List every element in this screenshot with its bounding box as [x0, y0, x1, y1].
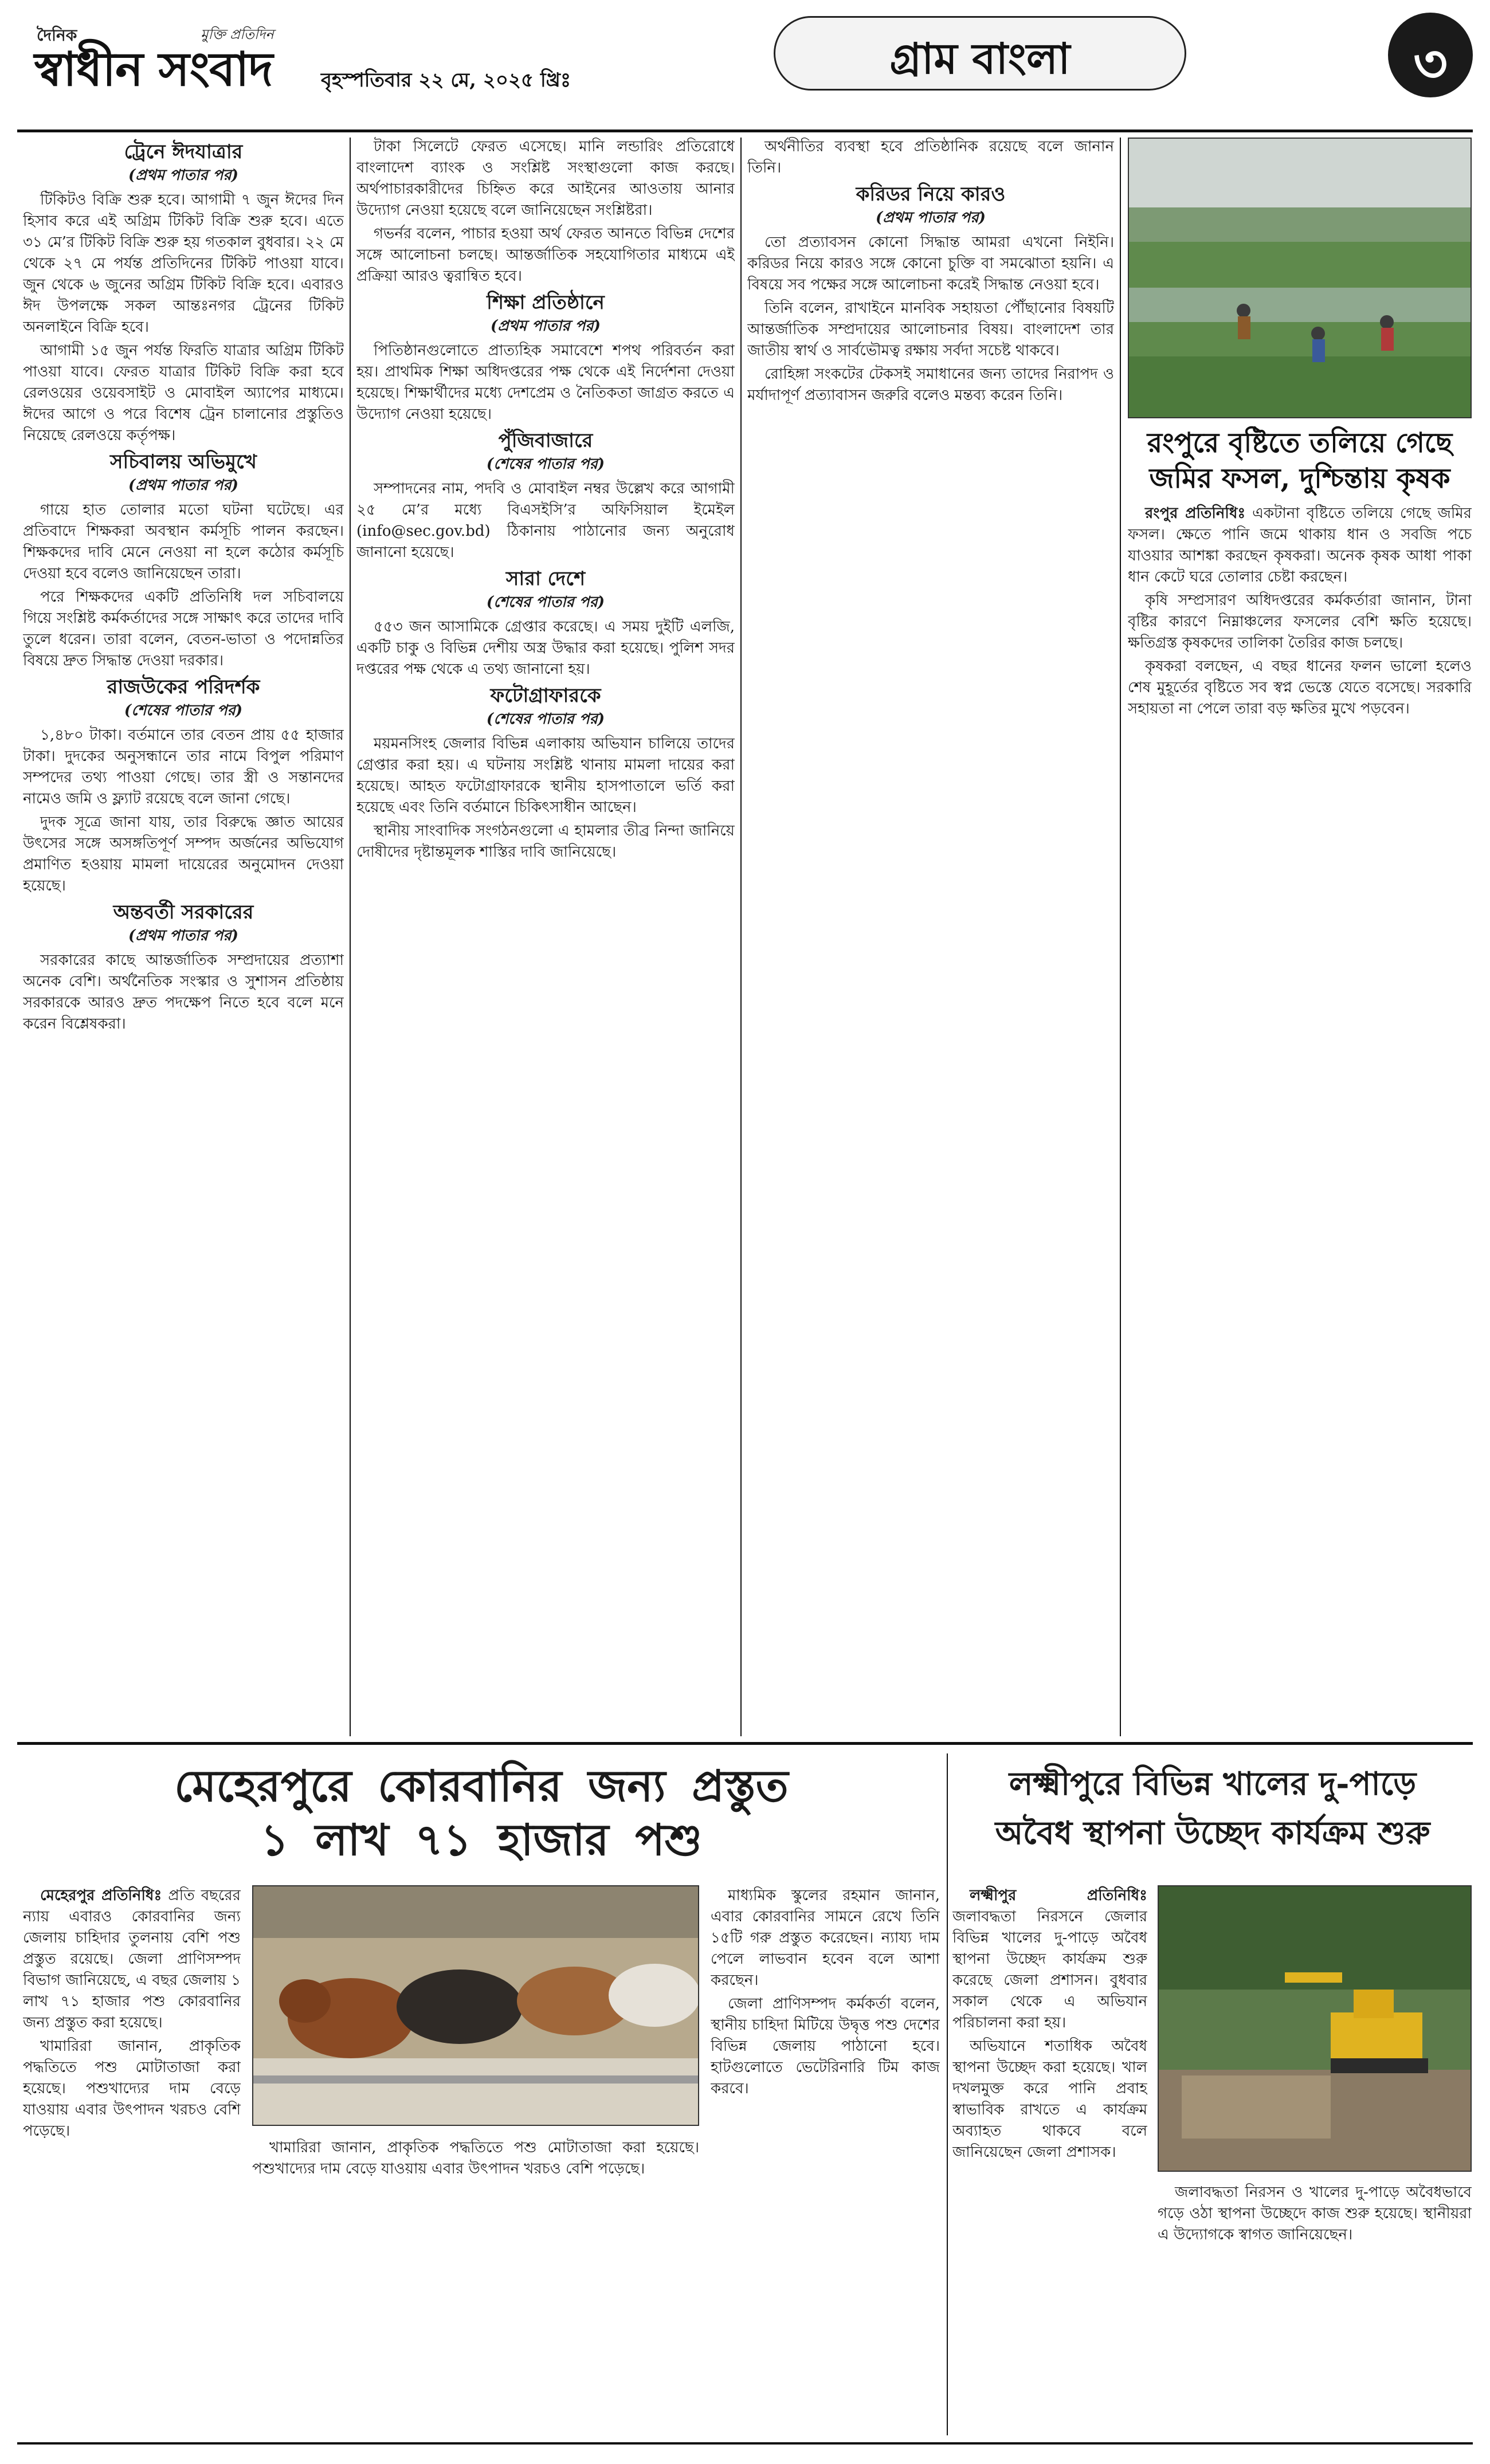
cont-rajuk: (শেষের পাতার পর): [124, 702, 243, 719]
cont-secretariat: (প্রথম পাতার পর): [128, 477, 238, 494]
paragraph: [952, 1885, 1147, 2034]
paragraph: গায়ে হাত তোলার মতো ঘটনা ঘটেছে। এর প্রতিবাদে শিক্ষকরা অবস্থান কর্মসূচি পালন করছেন। শিক্ষকদের দাবি মেনে নেওয়া না হলে কঠোর কর্মসূচি দেওয়া হবে বলেও জানিয়েছেন তারা।: [23, 501, 344, 582]
meherpur-column-2: [711, 1885, 940, 2435]
paragraph-text: একটানা বৃষ্টিতে তলিয়ে গেছে জমির ফসল। ক্ষেতে পানি জমে থাকায় ধান ও সবজি পচে যাওয়ার আশঙ্কা করছেন কৃষকরা। অনেক কৃষক আধা পাকা ধান কেটে ঘরে তোলার চেষ্টা করছেন।: [1128, 505, 1472, 586]
headline-meherpur: [23, 1759, 940, 1868]
column-2: [356, 136, 735, 1735]
paragraph: খামারিরা জানান, প্রাকৃতিক পদ্ধতিতে পশু মোটাতাজা করা হয়েছে। পশুখাদ্যের দাম বেড়ে যাওয়ায় এবার উৎপাদন খরচও বেশি পড়েছে।: [23, 2038, 241, 2140]
headline-lakshmipur: [952, 1759, 1473, 1874]
cont-corridor: (প্রথম পাতার পর): [876, 209, 986, 226]
masthead-kicker: দৈনিক: [37, 26, 77, 45]
dateline: মেহেরপুর প্রতিনিধিঃ: [40, 1887, 162, 1904]
headline-photographer: ফটোগ্রাফারকে: [490, 684, 601, 707]
lakshmipur-column-2: [1158, 2182, 1472, 2434]
paragraph: আগামী ১৫ জুন পর্যন্ত ফিরতি যাত্রার অগ্রিম টিকিট পাওয়া যাবে। ফেরত যাত্রার টিকিট বিক্রি করা হবে রেলওয়ের ওয়েবসাইট ও মোবাইল অ্যাপের মাধ্যমে। ঈদের আগে ও পরে বিশেষ ট্রেন চালানোর প্রস্তুতিও নিয়েছে রেলওয়ে কর্তৃপক্ষ।: [23, 342, 344, 444]
paragraph: ১,৪৮০ টাকা। বর্তমানে তার বেতন প্রায় ৫৫ হাজার টাকা। দুদকের অনুসন্ধানে তার নামে বিপুল পরিমাণ সম্পদের তথ্য পাওয়া গেছে। তার স্ত্রী ও সন্তানদের নামেও জমি ও ফ্ল্যাট রয়েছে বলে জানা গেছে।: [23, 727, 344, 807]
dateline: রংপুর প্রতিনিধিঃ: [1145, 505, 1246, 522]
column-1: [23, 136, 344, 1735]
paragraph: খামারিরা জানান, প্রাকৃতিক পদ্ধতিতে পশু মোটাতাজা করা হয়েছে। পশুখাদ্যের দাম বেড়ে যাওয়ায় এবার উৎপাদন খরচও বেশি পড়েছে।: [252, 2139, 699, 2177]
section-rule: [17, 1742, 1473, 1745]
paragraph: জেলা প্রাণিসম্পদ কর্মকর্তা বলেন, স্থানীয় চাহিদা মিটিয়ে উদ্বৃত্ত পশু দেশের বিভিন্ন জেলায় পাঠানো হবে। হাটগুলোতে ভেটেরিনারি টিম কাজ করবে।: [711, 1995, 940, 2097]
photo-cattle-farm: [252, 1885, 699, 2126]
headline-meherpur-line1: মেহেরপুরে কোরবানির জন্য প্রস্তুত: [174, 1760, 789, 1811]
cattle-photo-illustration: [253, 1886, 699, 2126]
paragraph: স্থানীয় সাংবাদিক সংগঠনগুলো এ হামলার তীব্র নিন্দা জানিয়ে দোষীদের দৃষ্টান্তমূলক শাস্তির দাবি জানিয়েছে।: [356, 822, 735, 861]
cont-sec: (শেষের পাতার পর): [486, 456, 605, 473]
column-divider: [1120, 138, 1121, 1736]
paragraph: সরকারের কাছে আন্তর্জাতিক সম্প্রদায়ের প্রত্যাশা অনেক বেশি। অর্থনৈতিক সংস্কার ও সুশাসন প্রতিষ্ঠায় সরকারকে আরও দ্রুত পদক্ষেপ নিতে হবে বলে মনে করেন বিশ্লেষকরা।: [23, 952, 344, 1033]
headline-sec: পুঁজিবাজারে: [498, 429, 593, 452]
paragraph: অর্থনীতির ব্যবস্থা হবে প্রতিষ্ঠানিক রয়েছে বলে জানান তিনি।: [747, 138, 1114, 176]
paragraph: পিতিষ্ঠানগুলোতে প্রাত্যহিক সমাবেশে শপথ পরিবর্তন করা হয়। প্রাথমিক শিক্ষা অধিদপ্তরের পক্ষ থেকে এই নির্দেশনা দেওয়া হয়েছে। শিক্ষার্থীদের মধ্যে দেশপ্রেম ও নৈতিকতা জাগ্রত করতে এ উদ্যোগ নেওয়া হয়েছে।: [356, 342, 735, 423]
lakshmipur-column-1: [952, 1885, 1147, 2435]
headline-education: শিক্ষা প্রতিষ্ঠানে: [487, 291, 605, 314]
paragraph: কৃষি সম্প্রসারণ অধিদপ্তরের কর্মকর্তারা জানান, টানা বৃষ্টির কারণে নিম্নাঞ্চলের ফসলের বেশি ক্ষতি হয়েছে। ক্ষতিগ্রস্ত কৃষকদের তালিকা তৈরির কাজ চলছে।: [1128, 592, 1472, 652]
column-4: [1128, 503, 1472, 1735]
paragraph: পরে শিক্ষকদের একটি প্রতিনিধি দল সচিবালয়ে গিয়ে সংশ্লিষ্ট কর্মকর্তাদের সঙ্গে সাক্ষাৎ করে তাদের দাবি তুলে ধরেন। তারা বলেন, বেতন-ভাতা ও পদোন্নতির বিষয়ে দ্রুত সিদ্ধান্ত দেওয়া দরকার।: [23, 588, 344, 669]
paragraph: কৃষকরা বলছেন, এ বছর ধানের ফলন ভালো হলেও শেষ মুহূর্তের বৃষ্টিতে সব স্বপ্ন ভেস্তে যেতে বসেছে। সরকারি সহায়তা না পেলে তারা বড় ক্ষতির মুখে পড়বেন।: [1128, 658, 1472, 717]
page-number-badge: [1388, 13, 1473, 97]
headline-rajuk: রাজউকের পরিদর্শক: [107, 676, 260, 699]
headline-country: সারা দেশে: [505, 567, 586, 590]
headline-interim: অন্তবর্তী সরকারের: [113, 901, 254, 924]
headline-lakshmipur-line2: অবৈধ স্থাপনা উচ্ছেদ কার্যক্রম শুরু: [995, 1814, 1430, 1852]
paragraph: ৫৫৩ জন আসামিকে গ্রেপ্তার করেছে। এ সময় দুইটি এলজি, একটি চাকু ও বিভিন্ন দেশীয় অস্ত্র উদ্ধার করা হয়েছে। পুলিশ সদর দপ্তরের পক্ষ থেকে এ তথ্য জানানো হয়।: [356, 618, 735, 678]
section-box: [774, 16, 1186, 91]
paragraph: অভিযানে শতাধিক অবৈধ স্থাপনা উচ্ছেদ করা হয়েছে। খাল দখলমুক্ত করে পানি প্রবাহ স্বাভাবিক রাখতে এ কার্যক্রম অব্যাহত থাকবে বলে জানিয়েছেন জেলা প্রশাসক।: [952, 2038, 1147, 2161]
cont-education: (প্রথম পাতার পর): [491, 317, 601, 335]
paragraph: টাকা সিলেটে ফেরত এসেছে। মানি লন্ডারিং প্রতিরোধে বাংলাদেশ ব্যাংক ও সংশ্লিষ্ট সংস্থাগুলো কাজ করছে। অর্থপাচারকারীদের চিহ্নিত করে আইনের আওতায় আনার উদ্যোগ নেওয়া হয়েছে বলে জানিয়েছেন সংশ্লিষ্টরা।: [356, 138, 735, 219]
column-3: [747, 136, 1114, 1735]
headline-train: ট্রেনে ঈদযাত্রার: [124, 140, 243, 163]
paragraph: দুদক সূত্রে জানা যায়, তার বিরুদ্ধে জ্ঞাত আয়ের উৎসের সঙ্গে অসঙ্গতিপূর্ণ সম্পদ অর্জনের অভিযোগ প্রমাণিত হওয়ায় মামলা দায়েরের অনুমোদন দেওয়া হয়েছে।: [23, 814, 344, 894]
masthead-logo: স্বাধীন সংবাদ: [34, 42, 273, 97]
masthead-date: বৃহস্পতিবার ২২ মে, ২০২৫ খ্রিঃ: [321, 69, 571, 92]
paragraph: তো প্রত্যাবসন কোনো সিদ্ধান্ত আমরা এখনো নিইনি। করিডর নিয়ে কারও সঙ্গে কোনো চুক্তি বা সমঝোতা হয়নি। এ বিষয়ে সব পক্ষের সঙ্গে আলোচনা করেই সিদ্ধান্ত নেওয়া হবে।: [747, 234, 1114, 293]
column-divider: [350, 138, 351, 1736]
paragraph: সম্পাদনের নাম, পদবি ও মোবাইল নম্বর উল্লেখ করে আগামী ২৫ মে’র মধ্যে বিএসইসি’র অফিসিয়াল ইমেইল (info@sec.gov.bd) ঠিকানায় পাঠানোর জন্য অনুরোধ জানানো হয়েছে।: [356, 480, 735, 561]
cont-photographer: (শেষের পাতার পর): [486, 711, 605, 728]
paragraph: ময়মনসিংহ জেলার বিভিন্ন এলাকায় অভিযান চালিয়ে তাদের গ্রেপ্তার করা হয়। এ ঘটনায় সংশ্লিষ্ট থানায় মামলা দায়ের করা হয়েছে। আহত ফটোগ্রাফারকে স্থানীয় হাসপাতালে ভর্তি করা হয়েছে এবং তিনি বর্তমানে চিকিৎসাধীন আছেন।: [356, 735, 735, 816]
cont-train: (প্রথম পাতার পর): [128, 167, 238, 184]
headline-meherpur-line2: ১ লাখ ৭১ হাজার পশু: [260, 1814, 703, 1865]
paragraph: জলাবদ্ধতা নিরসন ও খালের দু-পাড়ে অবৈধভাবে গড়ে ওঠা স্থাপনা উচ্ছেদে কাজ শুরু হয়েছে। স্থানীয়রা এ উদ্যোগকে স্বাগত জানিয়েছেন।: [1158, 2184, 1472, 2243]
paragraph: তিনি বলেন, রাখাইনে মানবিক সহায়তা পৌঁছানোর বিষয়টি আন্তর্জাতিক সম্প্রদায়ের আলোচনার বিষয়। বাংলাদেশ তার জাতীয় স্বার্থ ও সার্বভৌমত্ব রক্ষায় সর্বদা সচেষ্ট থাকবে।: [747, 300, 1114, 359]
meherpur-under-photo: [252, 2137, 699, 2435]
masthead-rule: [17, 130, 1473, 132]
cont-country: (শেষের পাতার পর): [486, 594, 605, 611]
meherpur-column-1: [23, 1885, 241, 2435]
paragraph: টিকিটও বিক্রি শুরু হবে। আগামী ৭ জুন ঈদের দিন হিসাব করে এই অগ্রিম টিকিট বিক্রি শুরু হবে। এতে ৩১ মে’র টিকিট বিক্রি শুরু হয় গতকাল বুধবার। ২২ মে থেকে ২৭ মে পর্যন্ত প্রতিদিনের টিকিট পাওয়া যাবে। জুন থেকে ৬ জুনের অগ্রিম টিকিট বিক্রি হবে। এবারও ঈদ উপলক্ষে সকল আন্তঃনগর ট্রেনের টিকিট অনলাইনে বিক্রি হবে।: [23, 191, 344, 336]
page-number: ৩: [1413, 33, 1448, 95]
dateline: লক্ষ্মীপুর প্রতিনিধিঃ: [970, 1887, 1147, 1904]
paragraph: [23, 1885, 241, 2034]
headline-secretariat: সচিবালয় অভিমুখে: [110, 450, 257, 473]
photo-excavator-demolition: [1158, 1885, 1472, 2172]
masthead: [17, 13, 1473, 127]
headline-lakshmipur-line1: লক্ষ্মীপুরে বিভিন্ন খালের দু-পাড়ে: [1009, 1765, 1417, 1803]
masthead-tagline: মুক্তি প্রতিদিন: [201, 26, 274, 42]
paragraph: রোহিঙ্গা সংকটের টেকসই সমাধানের জন্য তাদের নিরাপদ ও মর্যাদাপূর্ণ প্রত্যাবাসন জরুরি বলেও মন্তব্য করেন তিনি।: [747, 366, 1114, 404]
column-divider: [740, 138, 742, 1736]
headline-corridor: করিডর নিয়ে কারও: [856, 183, 1006, 206]
cont-interim: (প্রথম পাতার পর): [128, 927, 238, 944]
paragraph-text: জলাবদ্ধতা নিরসনে জেলার বিভিন্ন খালের দু-পাড়ে অবৈধ স্থাপনা উচ্ছেদ কার্যক্রম শুরু করেছে জেলা প্রশাসন। বুধবার সকাল থেকে এ অভিযান পরিচালনা করা হয়।: [952, 1908, 1147, 2031]
paragraph: [1128, 503, 1472, 588]
bottom-rule: [17, 2442, 1473, 2445]
excavator-photo-illustration: [1159, 1886, 1472, 2172]
paragraph: গভর্নর বলেন, পাচার হওয়া অর্থ ফেরত আনতে বিভিন্ন দেশের সঙ্গে আলোচনা চলছে। আন্তর্জাতিক সহযোগিতার মাধ্যমে এই প্রক্রিয়া আরও ত্বরান্বিত হবে।: [356, 225, 735, 285]
paragraph-text: প্রতি বছরের ন্যায় এবারও কোরবানির জন্য জেলায় চাহিদার তুলনায় বেশি পশু প্রস্তুত রয়েছে। জেলা প্রাণিসম্পদ বিভাগ জানিয়েছে, এ বছর জেলায় ১ লাখ ৭১ হাজার পশু কোরবানির জন্য প্রস্তুত করা হয়েছে।: [23, 1887, 241, 2031]
headline-rangpur: রংপুরে বৃষ্টিতে তলিয়ে গেছে জমির ফসল, দুশ্চিন্তায় কৃষক: [1147, 427, 1453, 495]
column-divider: [947, 1753, 948, 2435]
paragraph: মাধ্যমিক স্কুলের রহমান জানান, এবার কোরবানির সামনে রেখে তিনি ১৫টি গরু প্রস্তুত করেছেন। ন্যায্য দাম পেলে লাভবান হবেন বলে আশা করছেন।: [711, 1887, 940, 1989]
section-title: গ্রাম বাংলা: [889, 34, 1071, 84]
field-photo-illustration: [1129, 139, 1472, 418]
photo-flooded-field: [1128, 138, 1472, 418]
